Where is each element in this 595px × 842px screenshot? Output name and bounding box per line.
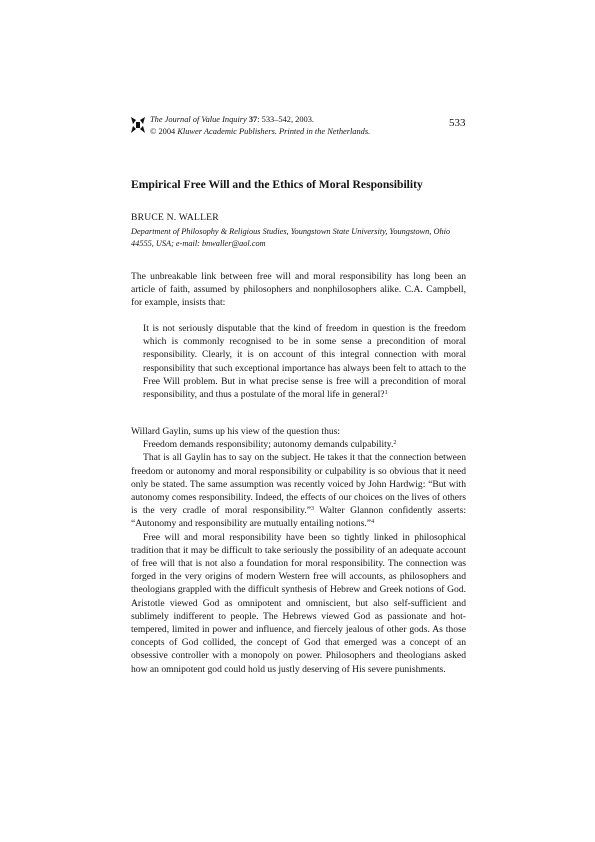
- publisher-line: Kluwer Academic Publishers. Printed in the Netherlands.: [177, 126, 371, 136]
- footnote-ref: 3: [311, 506, 315, 513]
- journal-volume: 37: [248, 115, 258, 124]
- paragraph-gaylin: Willard Gaylin, sums up his view of the question thus:: [131, 426, 341, 437]
- article-title: Empirical Free Will and the Ethics of Moral Responsibility: [131, 178, 423, 191]
- journal-pages-year: : 533–542, 2003.: [257, 115, 314, 124]
- footnote-ref: 1: [384, 390, 388, 397]
- footnote-ref: 2: [393, 440, 397, 447]
- journal-header: [150, 114, 470, 137]
- footnote-ref: 4: [371, 519, 375, 526]
- body-text: [131, 425, 466, 676]
- paragraph-that-is-text-b: Walter Glannon confidently asserts: “Autonomy and responsibility are mutually entailing notions.”: [131, 505, 466, 530]
- paragraph-free-will: Free will and moral responsibility have been so tightly linked in philosophical tradition that it may be difficult to take seriously the possibility of an adequate account of free will that is not also a foundation for moral responsibility. The connection was forged in the very origins of modern Western free will accounts, as philosophers and theologians grappled with the difficult synthesis of Hebrew and Greek notions of God. Aristotle viewed God as omnipotent and omniscient, but also self-sufficient and sublimely indifferent to people. The Hebrews viewed God as passionate and hot-tempered, limited in power and influence, and fiercely jealous of other gods. As those concepts of God collided, the concept of God that emerged was a concept of an obsessive controller with a monopoly on power. Philosophers and theologians asked how an omnipotent god could hold us justly deserving of His severe punishments.: [131, 531, 466, 675]
- journal-name: The Journal of Value Inquiry: [150, 115, 247, 124]
- freedom-quote: Freedom demands responsibility; autonomy demands culpability.: [143, 439, 394, 451]
- page-number: 533: [449, 117, 466, 129]
- paragraph-that-is-text-a: That is all Gaylin has to say on the subject. He takes it that the connection between freedom or autonomy and moral responsibility or culpability is so obvious that it need only be stated. The same assumption was recently voiced by John Hardwig: “But with autonomy comes responsibility. Indeed, the effects of our choices on the lives of others is the very cradle of moral responsibility.”: [131, 452, 466, 517]
- paragraph-freedom: [131, 438, 466, 451]
- paragraph-that-is: [131, 451, 466, 530]
- author-affiliation: Department of Philosophy & Religious Studies, Youngstown State University, Youngstown, Ohio 44555, USA; e-mail: bnwaller@aol.com: [131, 227, 451, 248]
- author-name: BRUCE N. WALLER: [131, 212, 219, 223]
- block-quote: [143, 322, 466, 401]
- copyright: © 2004: [150, 126, 176, 136]
- block-quote-text: It is not seriously disputable that the kind of freedom in question is the freedom which is commonly recognised to be in some sense a precondition of moral responsibility. Clearly, it is on account of this integral connection with moral responsibility that such exceptional importance has always been felt to attach to the Free Will problem. But in what precise sense is free will a precondition of moral responsibility, and thus a postulate of the moral life in general?: [143, 323, 466, 401]
- intro-paragraph: The unbreakable link between free will and moral responsibility has long been an article of faith, assumed by philosophers and nonphilosophers alike. C.A. Campbell, for example, insists that:: [131, 271, 466, 309]
- publisher-logo-icon: [131, 117, 145, 133]
